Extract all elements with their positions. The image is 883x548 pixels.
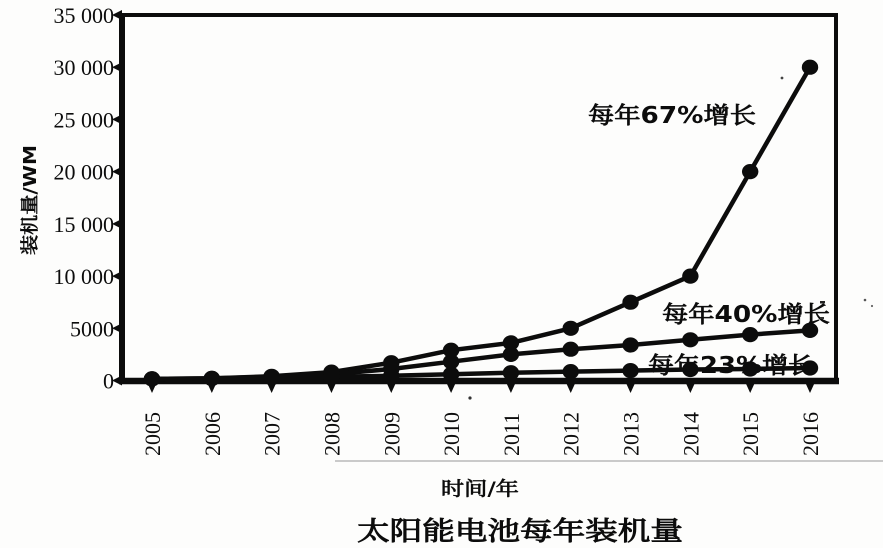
annotation-growth-40: 每年40%增长	[662, 302, 810, 328]
y-tick-label: 15 000	[53, 211, 114, 237]
x-tick	[626, 382, 636, 393]
data-point-23pct-2008	[323, 369, 339, 384]
data-point-40pct-2015	[742, 327, 758, 342]
y-tick-label: 20 000	[53, 159, 114, 185]
data-point-23pct-2010	[443, 367, 459, 382]
y-tick-label: 10 000	[53, 264, 114, 290]
x-tick-label: 2012	[558, 412, 584, 456]
data-point-23pct-2009	[383, 368, 399, 383]
x-tick-label: 2007	[259, 412, 285, 456]
data-point-23pct-2006	[204, 371, 220, 386]
x-tick	[745, 382, 755, 393]
y-tick-label: 0	[103, 368, 114, 394]
x-tick	[566, 382, 576, 393]
x-tick-label: 2009	[379, 412, 405, 456]
y-tick-label: 25 000	[53, 107, 114, 133]
chart-caption: 太阳能电池每年装机量	[357, 517, 618, 547]
y-tick-label: 5000	[70, 316, 114, 342]
x-tick-label: 2013	[618, 412, 644, 456]
data-point-40pct-2013	[622, 337, 638, 352]
annotation-growth-67: 每年67%增长	[588, 103, 736, 129]
x-tick-label: 2008	[319, 412, 345, 456]
x-axis-title: 时间/年	[441, 478, 505, 500]
x-tick-label: 2010	[439, 412, 465, 456]
axis-ticks-group	[54, 3, 824, 456]
scan-noise	[335, 77, 883, 461]
x-tick	[805, 382, 815, 393]
y-axis-title: 装机量/WM	[20, 156, 41, 255]
x-tick	[386, 382, 396, 393]
x-tick-label: 2005	[140, 412, 165, 456]
annotation-growth-23: 每年23%增长	[648, 353, 796, 379]
x-tick-label: 2016	[798, 412, 823, 456]
y-tick-label: 30 000	[53, 55, 114, 81]
x-tick-label: 2015	[738, 412, 764, 456]
data-point-40pct-2011	[503, 347, 519, 362]
data-point-23pct-2011	[503, 365, 519, 380]
x-tick	[685, 382, 695, 393]
data-point-23pct-2013	[622, 363, 638, 378]
data-point-67pct-2016	[802, 60, 818, 75]
data-point-67pct-2015	[742, 164, 758, 179]
data-point-67pct-2013	[622, 295, 638, 310]
x-tick	[506, 382, 516, 393]
data-point-67pct-2012	[563, 321, 579, 336]
x-tick-label: 2011	[498, 412, 524, 456]
x-tick-label: 2014	[678, 412, 704, 456]
data-point-67pct-2014	[682, 269, 698, 284]
y-tick-label: 35 000	[53, 3, 114, 28]
data-point-40pct-2014	[682, 332, 698, 347]
x-tick	[446, 382, 456, 393]
data-point-23pct-2007	[263, 370, 279, 385]
data-point-40pct-2012	[563, 342, 579, 357]
x-tick-label: 2006	[199, 412, 225, 456]
data-point-23pct-2012	[563, 364, 579, 379]
data-point-23pct-2005	[144, 371, 160, 386]
